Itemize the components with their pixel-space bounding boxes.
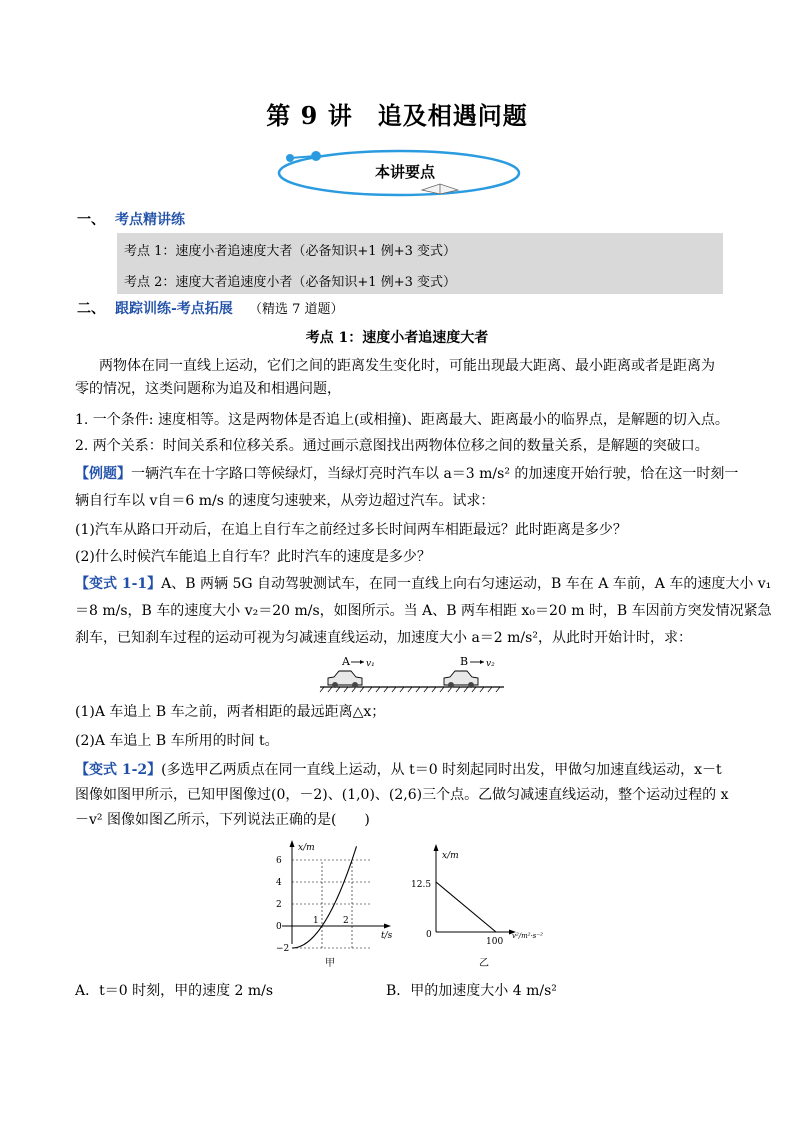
y-tick-label: 0 (276, 922, 282, 932)
y-tick-label: 4 (276, 878, 282, 888)
example-line-1 (75, 463, 738, 485)
section-one-title: 考点精讲练 (115, 212, 185, 228)
variant-1-1-line-2: ＝8 m/s，B 车的速度大小 v₂＝20 m/s，如图所示。当 A、B 两车相距 x₀＝20 m 时，B 车因前方突发情况紧急 (75, 603, 772, 619)
section-two-title: 跟踪训练-考点拓展 (115, 301, 233, 317)
variant-1-2-line-3: －v² 图像如图乙所示，下列说法正确的是( ) (75, 812, 370, 828)
intro-line-1: 两物体在同一直线上运动，它们之间的距离发生变化时，可能出现最大距离、最小距离或者是距离为 (99, 358, 715, 374)
example-question-1: (1)汽车从路口开动后，在追上自行车之前经过多长时间两车相距最远？此时距离是多少？ (75, 522, 627, 538)
page-title: 第 9 讲 追及相遇问题 (266, 101, 528, 130)
car-b-label: B (460, 655, 469, 668)
variant-1-2-line-2: 图像如图甲所示，已知甲图像过(0，－2)、(1,0)、(2,6)三个点。乙做匀减速直线运动，整个运动过程的 x (75, 787, 729, 803)
graph-yi-xtick-100: 100 (486, 937, 504, 947)
graph-yi (408, 838, 558, 970)
variant-1-2-line-1 (75, 759, 722, 781)
section-two-number: 二、 (77, 301, 105, 317)
example-text-1: 一辆汽车在十字路口等候绿灯，当绿灯亮时汽车以 a＝3 m/s² 的加速度开始行驶，恰在这一时刻一 (131, 466, 739, 482)
graph-yi-xtick-0: 0 (426, 930, 432, 940)
y-tick-label: 2 (276, 900, 282, 910)
x-tick-label: 1 (313, 916, 319, 926)
graph-jia-grid (292, 860, 370, 948)
variant-1-1-line-3: 刹车，已知刹车过程的运动可视为匀减速直线运动，加速度大小 a＝2 m/s²，从此时开始计时，求： (75, 630, 692, 646)
intro-item-1: 1. 一个条件: 速度相等。这是两物体是否追上(或相撞)、距离最大、距离最小的临界点，是解题的切入点。 (75, 412, 729, 428)
option-b: B．甲的加速度大小 4 m/s² (386, 983, 557, 999)
section-one-number: 一、 (77, 212, 105, 228)
variant-1-1-question-1: (1)A 车追上 B 车之前，两者相距的最远距离△x； (75, 704, 386, 720)
option-a: A．t＝0 时刻，甲的速度 2 m/s (75, 983, 274, 999)
car-b-icon (444, 671, 478, 688)
example-question-2: (2)什么时候汽车能追上自行车？此时汽车的速度是多少？ (75, 549, 431, 565)
variant-1-1-line-1 (75, 573, 771, 595)
graph-yi-xlabel: v²/m²·s⁻² (512, 932, 543, 940)
graph-yi-ytick-12-5: 12.5 (411, 880, 432, 890)
variant-1-2-tag: 【变式 1-2】 (75, 762, 162, 778)
example-line-2: 辆自行车以 v自＝6 m/s 的速度匀速驶来，从旁边超过汽车。试求： (75, 493, 495, 509)
car-a-icon (328, 671, 362, 688)
intro-line-2: 零的情况，这类问题称为追及和相遇问题， (75, 381, 341, 397)
car-a-label: A (342, 655, 350, 668)
cars-figure (318, 654, 508, 694)
graph-yi-caption: 乙 (479, 958, 489, 969)
car-b-velocity-label: v₂ (486, 659, 495, 669)
graph-jia-xlabel: t/s (381, 931, 393, 941)
variant-1-2-text-1: (多选甲乙两质点在同一直线上运动，从 t＝0 时刻起同时出发，甲做匀加速直线运动，x－t (161, 762, 722, 778)
graph-jia-ylabel: x/m (298, 843, 315, 853)
key-point-1: 考点 1：速度小者追速度大者（必备知识+1 例+3 变式） (124, 244, 456, 259)
graph-jia (268, 838, 408, 970)
y-tick-label: 6 (276, 856, 282, 866)
variant-1-1-question-2: (2)A 车追上 B 车所用的时间 t。 (75, 733, 279, 749)
y-tick-label: −2 (276, 944, 290, 954)
variant-1-1-tag: 【变式 1-1】 (75, 576, 162, 592)
graph-yi-ylabel: x/m (442, 851, 459, 861)
intro-item-2: 2. 两个关系：时间关系和位移关系。通过画示意图找出两物体位移之间的数量关系，是解题的突破口。 (75, 438, 709, 454)
banner-label: 本讲要点 (374, 163, 435, 181)
x-tick-label: 2 (343, 916, 349, 926)
graph-jia-xticks (313, 916, 349, 926)
graph-jia-caption: 甲 (325, 958, 335, 969)
key-point-2: 考点 2：速度大者追速度小者（必备知识+1 例+3 变式） (124, 275, 456, 290)
car-a-velocity-label: v₁ (366, 659, 375, 669)
example-tag: 【例题】 (75, 466, 131, 482)
variant-1-1-text-1: A、B 两辆 5G 自动驾驶测试车，在同一直线上向右匀速运动，B 车在 A 车前，A 车的速度大小 v₁ (161, 576, 772, 592)
section-two-note: （精选 7 道题） (249, 302, 344, 317)
graph-yi-line (436, 882, 496, 932)
graph-jia-yticks (276, 856, 289, 954)
topic-heading: 考点 1：速度小者追速度大者 (305, 330, 489, 346)
graph-jia-curve (292, 846, 357, 948)
